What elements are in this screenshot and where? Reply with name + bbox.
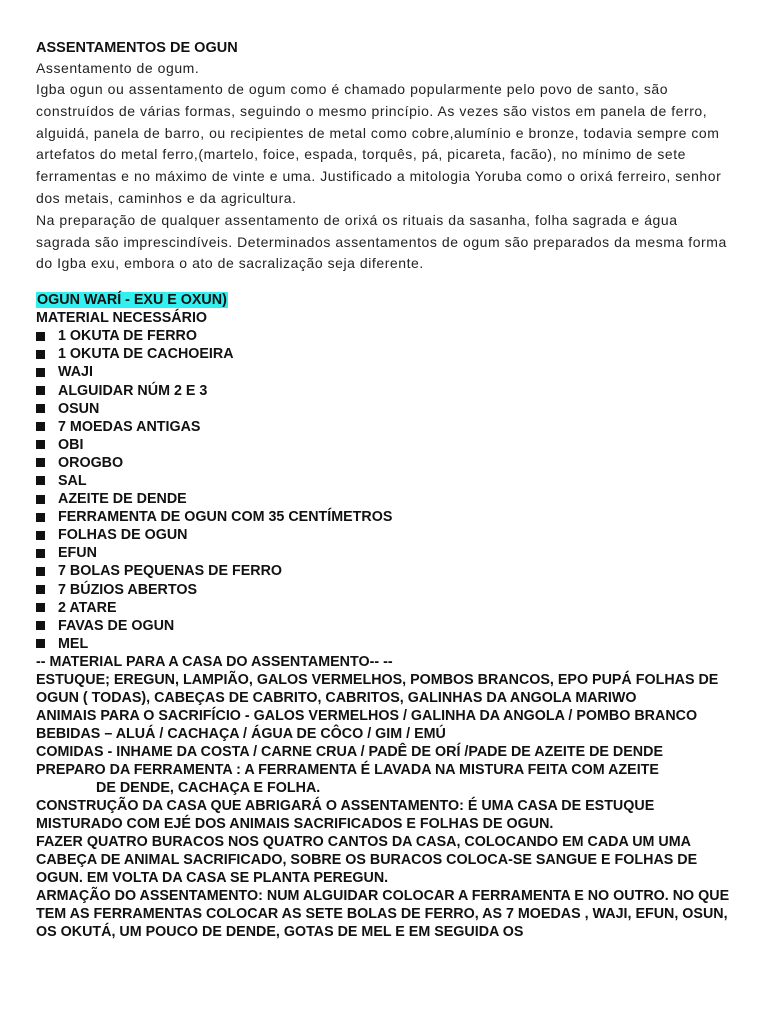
material-heading: MATERIAL NECESSÁRIO	[36, 310, 208, 327]
material-list-item	[36, 381, 736, 399]
ritual-section	[36, 291, 736, 941]
material-list-item	[36, 363, 736, 381]
material-list-item	[36, 454, 736, 472]
square-bullet-icon	[36, 422, 45, 431]
construcao-paragraph: CONSTRUÇÃO DA CASA QUE ABRIGARÁ O ASSENTAMENTO: É UMA CASA DE ESTUQUE MISTURADO COM EJÉ DOS ANIMAIS SACRIFICADOS E FOLHAS DE OGUN.	[36, 797, 655, 832]
square-bullet-icon	[36, 585, 45, 594]
material-list-item	[36, 635, 736, 653]
square-bullet-icon	[36, 404, 45, 413]
square-bullet-icon	[36, 621, 45, 630]
material-list-item	[36, 472, 736, 490]
square-bullet-icon	[36, 350, 45, 359]
material-list-item	[36, 544, 736, 562]
bebidas-paragraph: BEBIDAS – ALUÁ / CACHAÇA / ÁGUA DE CÔCO / GIM / EMÚ	[36, 725, 446, 742]
document-page	[36, 38, 736, 941]
material-label: FERRAMENTA DE OGUN COM 35 CENTÍMETROS	[58, 509, 393, 526]
preparo-line-1: PREPARO DA FERRAMENTA : A FERRAMENTA É LAVADA NA MISTURA FEITA COM AZEITE	[36, 761, 659, 778]
material-label: OROGBO	[58, 454, 124, 471]
preparo-line-2: DE DENDE, CACHAÇA E FOLHA.	[96, 779, 321, 796]
square-bullet-icon	[36, 531, 45, 540]
material-label: SAL	[58, 472, 87, 489]
fazer-paragraph: FAZER QUATRO BURACOS NOS QUATRO CANTOS DA CASA, COLOCANDO EM CADA UM UMA CABEÇA DE ANIMAL SACRIFICADO, SOBRE OS BURACOS COLOCA-SE SANGUE E FOLHAS DE OGUN. EM VOLTA DA CASA SE PLANTA PEREGUN.	[36, 833, 698, 886]
material-label: EFUN	[58, 545, 97, 562]
material-label: OBI	[58, 436, 84, 453]
material-label: 2 ATARE	[58, 599, 117, 616]
document-subtitle: Assentamento de ogum.	[36, 60, 200, 76]
material-list-item	[36, 562, 736, 580]
material-list-item	[36, 345, 736, 363]
material-label: 1 OKUTA DE FERRO	[58, 328, 198, 345]
square-bullet-icon	[36, 440, 45, 449]
material-label: FAVAS DE OGUN	[58, 617, 175, 634]
material-list-item	[36, 599, 736, 617]
material-label: 7 BOLAS PEQUENAS DE FERRO	[58, 563, 283, 580]
material-label: ALGUIDAR NÚM 2 E 3	[58, 382, 208, 399]
material-list-item	[36, 418, 736, 436]
material-label: MEL	[58, 635, 89, 652]
square-bullet-icon	[36, 386, 45, 395]
intro-paragraph-1: Igba ogun ou assentamento de ogum como é chamado popularmente pelo povo de santo, são construídos de várias formas, seguindo o mesmo princípio. As vezes são vistos em panela de ferro, alguidá, panela de barro, ou recipientes de metal como cobre,alumínio e bronze, todavia sempre com artefatos do metal ferro,(martelo, foice, espada, torquês, pá, picareta, facão), no mínimo de sete ferramentas e no máximo de vinte e uma. Justificado a mitologia Yoruba como o orixá ferreiro, senhor dos metais, caminhos e da agricultura.	[36, 81, 722, 206]
material-label: FOLHAS DE OGUN	[58, 527, 188, 544]
armacao-paragraph: ARMAÇÃO DO ASSENTAMENTO: NUM ALGUIDAR COLOCAR A FERRAMENTA E NO OUTRO. NO QUE TEM AS FERRAMENTAS COLOCAR AS SETE BOLAS DE FERRO, AS 7 MOEDAS , WAJI, EFUN, OSUN, OS OKUTÁ, UM POUCO DE DENDE, GOTAS DE MEL E EM SEGUIDA OS	[36, 887, 730, 940]
square-bullet-icon	[36, 495, 45, 504]
material-label: WAJI	[58, 364, 93, 381]
square-bullet-icon	[36, 603, 45, 612]
material-list-item	[36, 580, 736, 598]
material-list-item	[36, 526, 736, 544]
intro-paragraph-2: Na preparação de qualquer assentamento de orixá os rituais da sasanha, folha sagrada e água sagrada são imprescindíveis. Determinados assentamentos de ogum são preparados da mesma forma do Igba exu, embora o ato de sacralização seja diferente.	[36, 211, 727, 272]
square-bullet-icon	[36, 549, 45, 558]
square-bullet-icon	[36, 476, 45, 485]
intro-section	[36, 58, 736, 275]
square-bullet-icon	[36, 332, 45, 341]
animais-paragraph: ANIMAIS PARA O SACRIFÍCIO - GALOS VERMELHOS / GALINHA DA ANGOLA / POMBO BRANCO	[36, 707, 698, 724]
material-list-item	[36, 617, 736, 635]
square-bullet-icon	[36, 368, 45, 377]
square-bullet-icon	[36, 567, 45, 576]
material-list-item	[36, 508, 736, 526]
comidas-paragraph: COMIDAS - INHAME DA COSTA / CARNE CRUA / PADÊ DE ORÍ /PADE DE AZEITE DE DENDE	[36, 743, 663, 760]
material-list-item	[36, 400, 736, 418]
highlighted-heading: OGUN WARÍ - EXU E OXUN)	[37, 292, 227, 309]
section-heading	[36, 291, 736, 309]
document-title: ASSENTAMENTOS DE OGUN	[36, 40, 238, 56]
spacer	[36, 275, 736, 291]
estuque-paragraph: ESTUQUE; EREGUN, LAMPIÃO, GALOS VERMELHOS, POMBOS BRANCOS, EPO PUPÁ FOLHAS DE OGUN ( TODAS), CABEÇAS DE CABRITO, CABRITOS, GALINHAS DA ANGOLA MARIWO	[36, 671, 719, 706]
material-list-item	[36, 327, 736, 345]
material-label: 7 MOEDAS ANTIGAS	[58, 418, 201, 435]
material-list-item	[36, 436, 736, 454]
material-list-item	[36, 490, 736, 508]
material-label: 7 BÚZIOS ABERTOS	[58, 581, 198, 598]
material-label: 1 OKUTA DE CACHOEIRA	[58, 346, 234, 363]
square-bullet-icon	[36, 458, 45, 467]
casa-heading: -- MATERIAL PARA A CASA DO ASSENTAMENTO-- --	[36, 653, 393, 670]
materials-list	[36, 327, 736, 653]
square-bullet-icon	[36, 639, 45, 648]
material-label: AZEITE DE DENDE	[58, 491, 187, 508]
material-label: OSUN	[58, 400, 100, 417]
square-bullet-icon	[36, 513, 45, 522]
